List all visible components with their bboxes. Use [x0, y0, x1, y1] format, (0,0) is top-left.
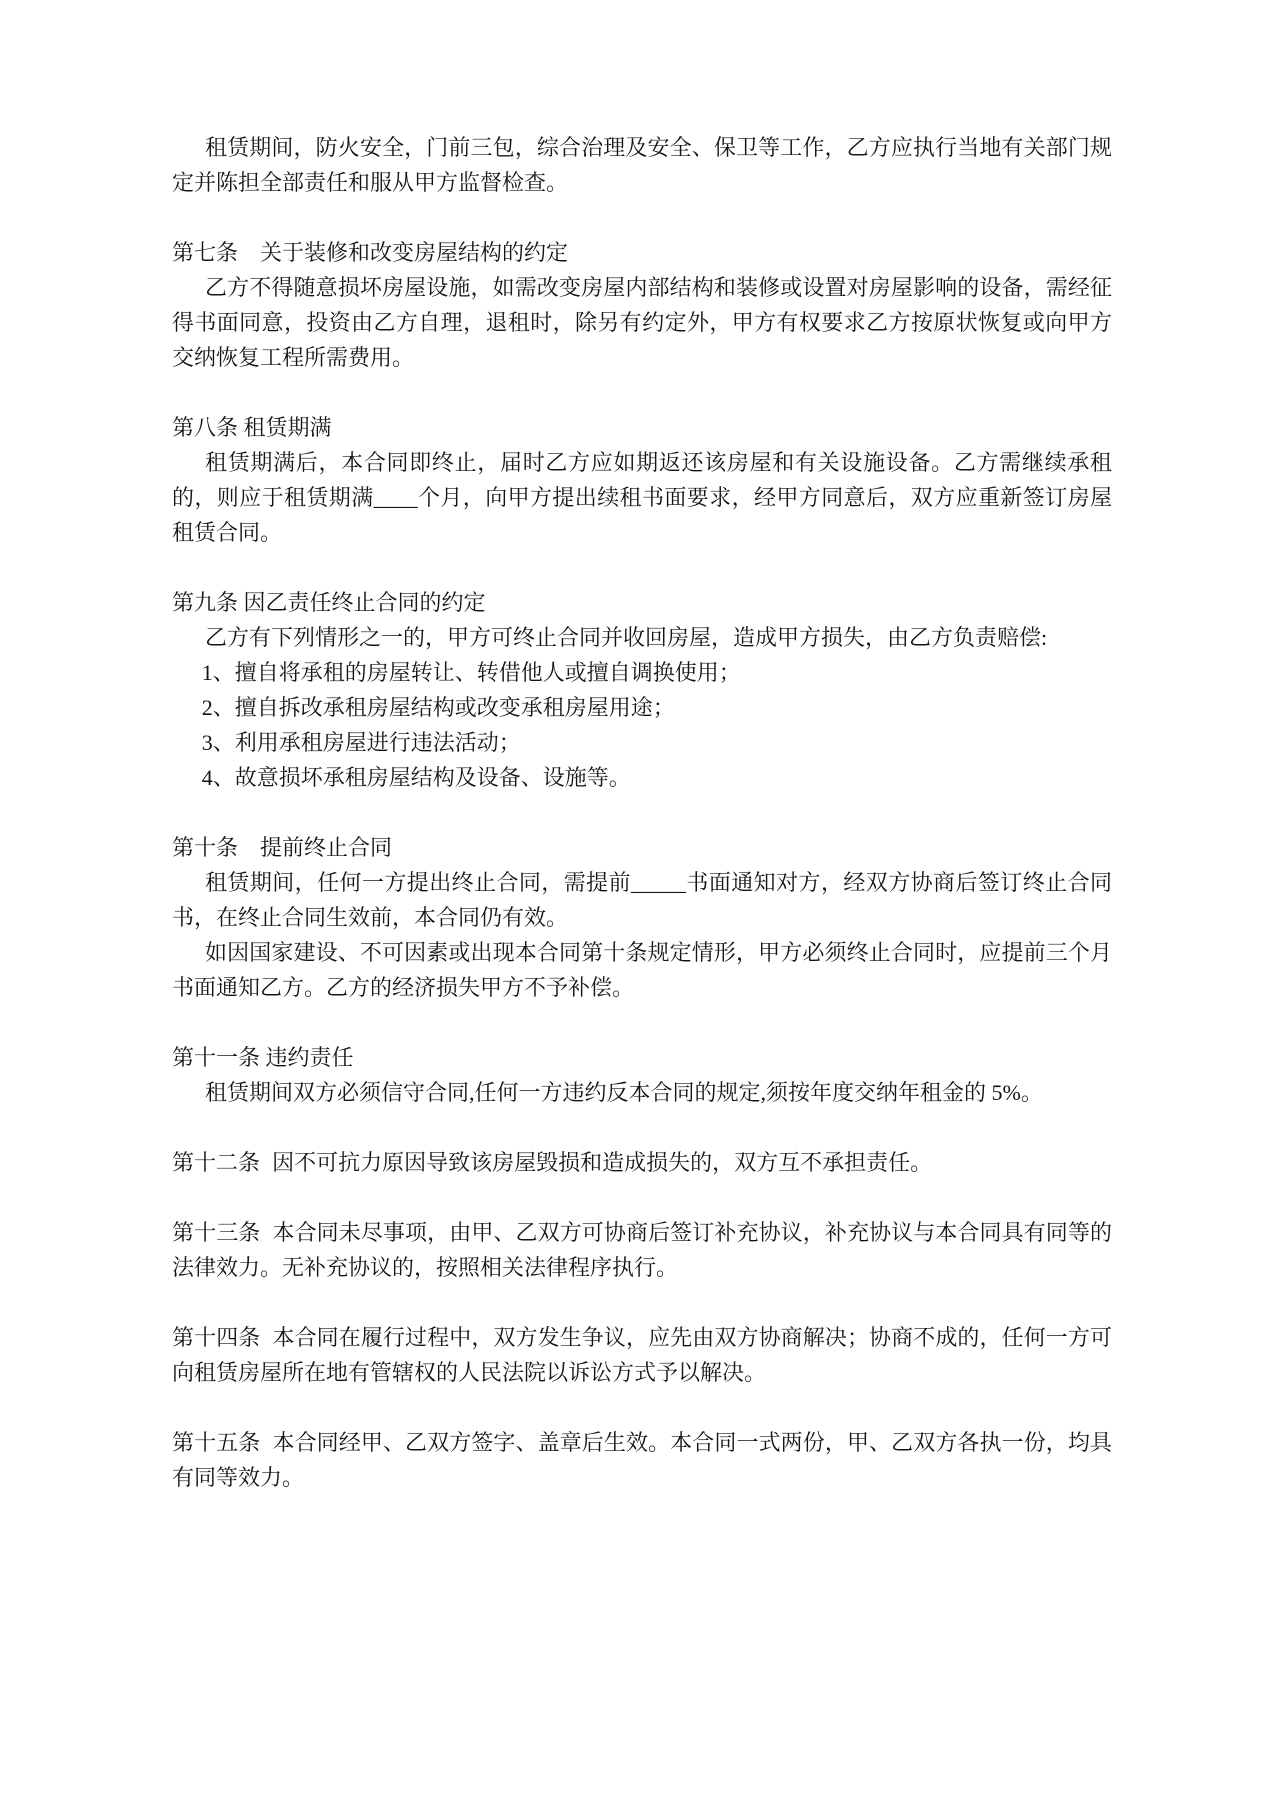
- clause-15-body: 本合同经甲、乙双方签字、盖章后生效。本合同一式两份，甲、乙双方各执一份，均具有同等效力。: [172, 1430, 1112, 1490]
- clause-15-paragraph: [172, 1425, 1112, 1495]
- clause-7-paragraph: 乙方不得随意损坏房屋设施，如需改变房屋内部结构和装修或设置对房屋影响的设备，需经征得书面同意，投资由乙方自理，退租时，除另有约定外，甲方有权要求乙方按原状恢复或向甲方交纳恢复工程所需费用。: [172, 275, 1112, 370]
- clause-10-heading: 第十条 提前终止合同: [172, 835, 393, 860]
- section-clause-12: [172, 1145, 1112, 1180]
- clause-10-paragraph-2: 如因国家建设、不可因素或出现本合同第十条规定情形，甲方必须终止合同时，应提前三个月书面通知乙方。乙方的经济损失甲方不予补偿。: [172, 940, 1112, 1000]
- clause-11-heading: 第十一条 违约责任: [172, 1045, 354, 1070]
- section-clause-11: [172, 1040, 1112, 1110]
- clause-9-list-item-3: 3、利用承租房屋进行违法活动；: [201, 730, 521, 755]
- section-clause-13: [172, 1215, 1112, 1285]
- clause-10-paragraph-1: 租赁期间，任何一方提出终止合同，需提前_____书面通知对方，经双方协商后签订终止合同书，在终止合同生效前，本合同仍有效。: [172, 870, 1112, 930]
- clause-13-paragraph: [172, 1215, 1112, 1285]
- clause-9-list-item-1: 1、擅自将承租的房屋转让、转借他人或擅自调换使用；: [201, 660, 741, 685]
- clause-9-paragraph: 乙方有下列情形之一的，甲方可终止合同并收回房屋，造成甲方损失，由乙方负责赔偿:: [205, 625, 1048, 650]
- section-clause-10: [172, 830, 1112, 1005]
- section-clause-15: [172, 1425, 1112, 1495]
- clause-8-heading: 第八条 租赁期满: [172, 415, 332, 440]
- clause-14-paragraph: [172, 1320, 1112, 1390]
- clause-14-heading: 第十四条: [172, 1325, 261, 1350]
- clause-8-paragraph: 租赁期满后，本合同即终止，届时乙方应如期返还该房屋和有关设施设备。乙方需继续承租的，则应于租赁期满____个月，向甲方提出续租书面要求，经甲方同意后，双方应重新签订房屋租赁合同。: [172, 450, 1112, 545]
- clause-7-heading: 第七条 关于装修和改变房屋结构的约定: [172, 240, 569, 265]
- clause-6-continuation-paragraph: 租赁期间，防火安全，门前三包，综合治理及安全、保卫等工作，乙方应执行当地有关部门规定并陈担全部责任和服从甲方监督检查。: [172, 135, 1112, 195]
- clause-12-body: 因不可抗力原因导致该房屋毁损和造成损失的，双方互不承担责任。: [272, 1150, 933, 1175]
- section-clause-7: [172, 235, 1112, 375]
- clause-13-body: 本合同未尽事项，由甲、乙双方可协商后签订补充协议，补充协议与本合同具有同等的法律效力。无补充协议的，按照相关法律程序执行。: [172, 1220, 1112, 1280]
- clause-9-heading: 第九条 因乙责任终止合同的约定: [172, 590, 486, 615]
- clause-9-list-item-4: 4、故意损坏承租房屋结构及设备、设施等。: [201, 765, 631, 790]
- section-clause-9: [172, 585, 1112, 795]
- section-clause-8: [172, 410, 1112, 550]
- clause-15-heading: 第十五条: [172, 1430, 261, 1455]
- clause-12-paragraph: [172, 1145, 1112, 1180]
- clause-9-list-item-2: 2、擅自拆改承租房屋结构或改变承租房屋用途；: [201, 695, 675, 720]
- clause-11-paragraph: 租赁期间双方必须信守合同,任何一方违约反本合同的规定,须按年度交纳年租金的 5%。: [205, 1080, 1043, 1105]
- clause-14-body: 本合同在履行过程中，双方发生争议，应先由双方协商解决；协商不成的，任何一方可向租赁房屋所在地有管辖权的人民法院以诉讼方式予以解决。: [172, 1325, 1112, 1385]
- clause-13-heading: 第十三条: [172, 1220, 261, 1245]
- section-clause-14: [172, 1320, 1112, 1390]
- clause-12-heading: 第十二条: [172, 1150, 261, 1175]
